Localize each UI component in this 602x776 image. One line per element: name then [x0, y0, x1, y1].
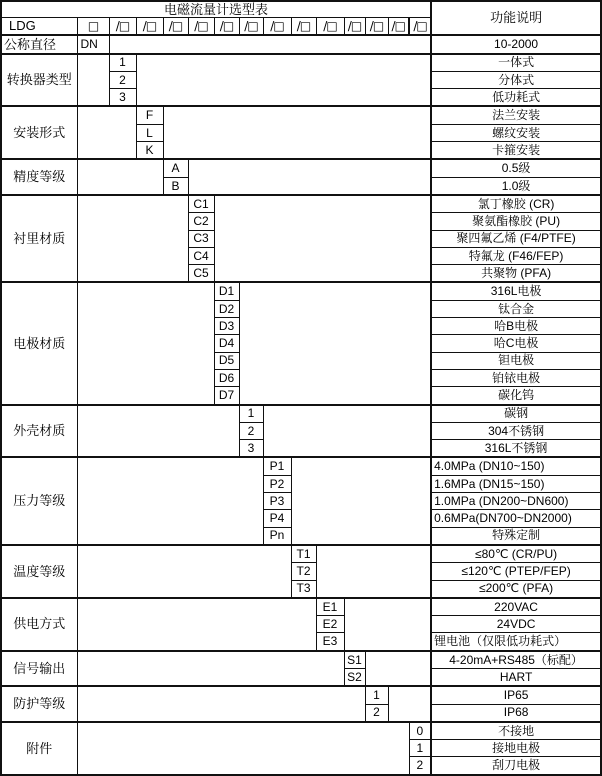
section-label-signal-output: 信号输出	[1, 651, 77, 687]
code-cell: P2	[263, 475, 291, 492]
desc-cell: 10-2000	[431, 35, 601, 53]
desc-cell: 碳化钨	[431, 387, 601, 405]
section-label-protection-rating: 防护等级	[1, 686, 77, 722]
section-label-electrode-material: 电极材质	[1, 282, 77, 404]
code-cell: P4	[263, 510, 291, 527]
desc-cell: ≤120℃ (PTEP/FEP)	[431, 563, 601, 580]
code-cell: 2	[109, 71, 136, 88]
section-label-temperature-rating: 温度等级	[1, 545, 77, 598]
code-cell: P1	[263, 457, 291, 475]
code-cell: L	[136, 124, 163, 141]
desc-cell: 氯丁橡胶 (CR)	[431, 195, 601, 213]
desc-cell: 低功耗式	[431, 89, 601, 107]
desc-cell: 不接地	[431, 722, 601, 740]
slot-box: /□	[136, 18, 163, 36]
code-cell: 1	[409, 740, 431, 757]
section-label-nominal-diameter: 公称直径	[1, 35, 77, 53]
slot-box: /□	[388, 18, 409, 36]
desc-cell: 24VDC	[431, 616, 601, 633]
empty-cell	[316, 545, 431, 598]
code-cell: P3	[263, 493, 291, 510]
empty-cell	[263, 405, 431, 458]
code-cell: Pn	[263, 527, 291, 545]
slot-box: /□	[344, 18, 365, 36]
section-label-pressure-rating: 压力等级	[1, 457, 77, 544]
desc-cell: 0.6MPa(DN700~DN2000)	[431, 510, 601, 527]
empty-cell	[77, 54, 109, 107]
empty-cell	[77, 457, 263, 544]
empty-cell	[344, 598, 431, 651]
code-cell: 1	[365, 686, 388, 704]
slot-box: /□	[409, 18, 431, 36]
desc-cell: 哈B电极	[431, 318, 601, 335]
code-cell: D6	[214, 369, 239, 386]
code-cell: D2	[214, 300, 239, 317]
code-cell: A	[163, 159, 188, 177]
code-cell: K	[136, 142, 163, 160]
empty-cell	[77, 598, 316, 651]
empty-cell	[109, 35, 431, 53]
desc-cell: 304不锈钢	[431, 422, 601, 439]
desc-cell: 316L不锈钢	[431, 440, 601, 458]
code-cell: S1	[344, 651, 365, 669]
empty-cell	[77, 195, 188, 282]
code-cell: E2	[316, 616, 344, 633]
code-cell: D4	[214, 335, 239, 352]
desc-cell: IP68	[431, 704, 601, 722]
code-cell: D3	[214, 318, 239, 335]
code-cell: C4	[188, 247, 214, 264]
empty-cell	[77, 405, 239, 458]
code-cell: F	[136, 106, 163, 124]
code-cell: C2	[188, 213, 214, 230]
desc-cell: 聚氨酯橡胶 (PU)	[431, 213, 601, 230]
section-label-converter-type: 转换器类型	[1, 54, 77, 107]
slot-box: /□	[291, 18, 316, 36]
desc-cell: 铂铱电极	[431, 369, 601, 386]
code-cell: 3	[109, 89, 136, 107]
code-cell: T3	[291, 580, 316, 598]
desc-cell: 1.0MPa (DN200~DN600)	[431, 493, 601, 510]
desc-cell: 聚四氟乙烯 (F4/PTFE)	[431, 230, 601, 247]
empty-cell	[77, 545, 291, 598]
desc-cell: 316L电极	[431, 282, 601, 300]
code-cell: S2	[344, 668, 365, 686]
empty-cell	[136, 54, 431, 107]
empty-cell	[77, 106, 136, 159]
slot-box: /□	[365, 18, 388, 36]
desc-cell: 特殊定制	[431, 527, 601, 545]
empty-cell	[388, 686, 431, 722]
slot-box: /□	[263, 18, 291, 36]
model-prefix: LDG	[1, 18, 77, 36]
code-cell: E1	[316, 598, 344, 616]
desc-cell: IP65	[431, 686, 601, 704]
desc-cell: 1.6MPa (DN15~150)	[431, 475, 601, 492]
slot-box: /□	[109, 18, 136, 36]
code-cell: D5	[214, 352, 239, 369]
desc-cell: 螺纹安装	[431, 124, 601, 141]
desc-cell: 钛合金	[431, 300, 601, 317]
empty-cell	[163, 106, 431, 159]
code-cell: C1	[188, 195, 214, 213]
code-cell: 0	[409, 722, 431, 740]
code-cell: C5	[188, 265, 214, 283]
empty-cell	[188, 159, 431, 195]
section-label-housing-material: 外壳材质	[1, 405, 77, 458]
code-cell: 1	[239, 405, 263, 423]
code-cell: T1	[291, 545, 316, 563]
desc-cell: 卡箍安装	[431, 142, 601, 160]
desc-cell: 哈C电极	[431, 335, 601, 352]
empty-cell	[239, 282, 431, 404]
code-cell: T2	[291, 563, 316, 580]
desc-cell: 碳钢	[431, 405, 601, 423]
section-label-accuracy-class: 精度等级	[1, 159, 77, 195]
desc-cell: 4.0MPa (DN10~150)	[431, 457, 601, 475]
code-cell: C3	[188, 230, 214, 247]
desc-cell: ≤200℃ (PFA)	[431, 580, 601, 598]
slot-box: /□	[188, 18, 214, 36]
empty-cell	[77, 686, 365, 722]
empty-cell	[291, 457, 431, 544]
empty-cell	[77, 159, 163, 195]
empty-cell	[77, 282, 214, 404]
code-cell: DN	[77, 35, 109, 53]
desc-cell: 法兰安装	[431, 106, 601, 124]
model-box: □	[77, 18, 109, 36]
slot-box: /□	[316, 18, 344, 36]
desc-cell: 1.0级	[431, 177, 601, 195]
code-cell: E3	[316, 633, 344, 651]
empty-cell	[214, 195, 431, 282]
section-label-power-supply: 供电方式	[1, 598, 77, 651]
section-label-installation-type: 安装形式	[1, 106, 77, 159]
section-label-accessories: 附件	[1, 722, 77, 775]
code-cell: B	[163, 177, 188, 195]
empty-cell	[77, 722, 409, 775]
desc-cell: ≤80℃ (CR/PU)	[431, 545, 601, 563]
code-cell: 2	[409, 757, 431, 775]
desc-cell: 分体式	[431, 71, 601, 88]
code-cell: 2	[239, 422, 263, 439]
desc-cell: 4-20mA+RS485（标配）	[431, 651, 601, 669]
code-cell: D7	[214, 387, 239, 405]
desc-cell: 特氟龙 (F46/FEP)	[431, 247, 601, 264]
desc-cell: 共聚物 (PFA)	[431, 265, 601, 283]
slot-box: /□	[214, 18, 239, 36]
code-cell: 1	[109, 54, 136, 72]
empty-cell	[365, 651, 431, 687]
code-cell: D1	[214, 282, 239, 300]
desc-cell: 锂电池（仅限低功耗式）	[431, 633, 601, 651]
desc-cell: 220VAC	[431, 598, 601, 616]
desc-cell: 接地电极	[431, 740, 601, 757]
desc-cell: HART	[431, 668, 601, 686]
desc-cell: 0.5级	[431, 159, 601, 177]
slot-box: /□	[163, 18, 188, 36]
code-cell: 2	[365, 704, 388, 722]
page-title: 电磁流量计选型表	[1, 1, 431, 18]
function-column-header: 功能说明	[431, 1, 601, 35]
desc-cell: 刮刀电极	[431, 757, 601, 775]
empty-cell	[77, 651, 344, 687]
section-label-liner-material: 衬里材质	[1, 195, 77, 282]
code-cell: 3	[239, 440, 263, 458]
desc-cell: 钽电极	[431, 352, 601, 369]
desc-cell: 一体式	[431, 54, 601, 72]
slot-box: /□	[239, 18, 263, 36]
